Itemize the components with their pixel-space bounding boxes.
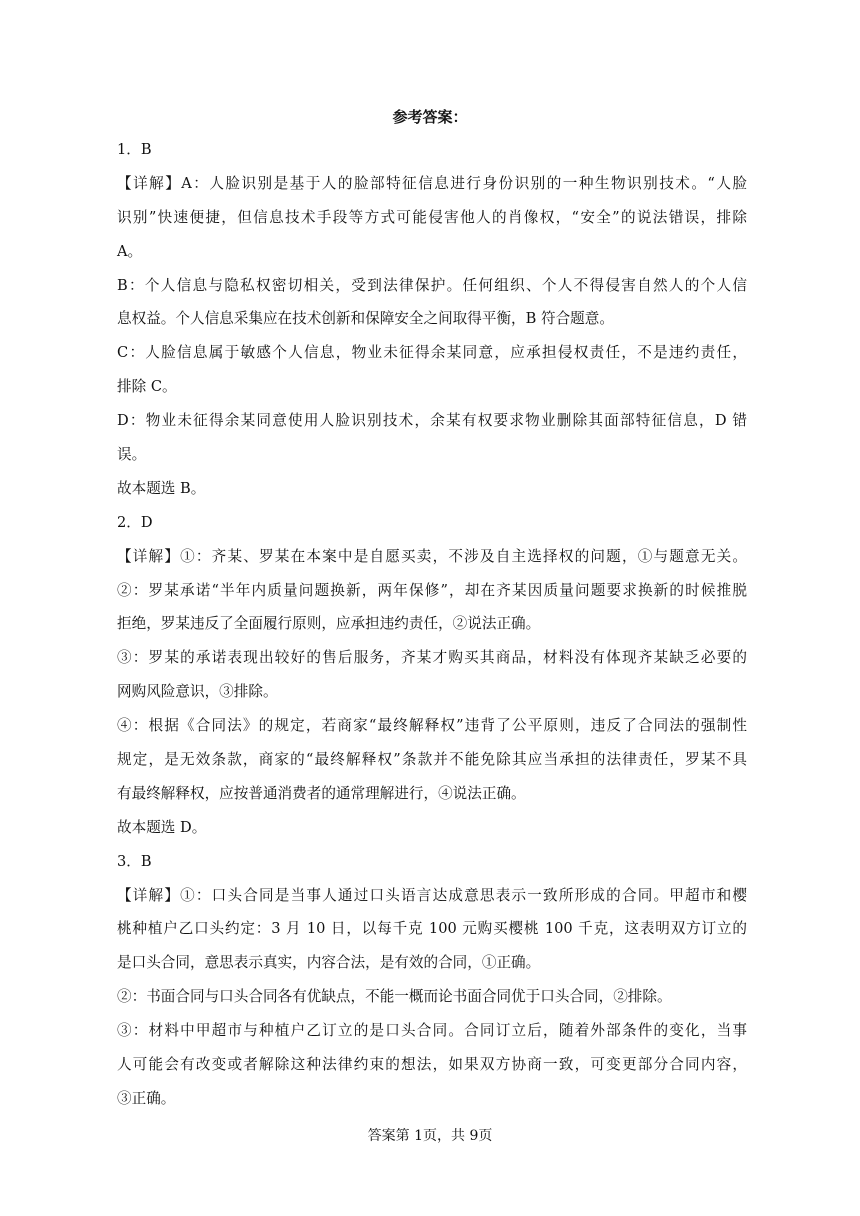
text-line: B：个人信息与隐私权密切相关，受到法律保护。任何组织、个人不得侵害自然人的个人信 (117, 276, 747, 294)
text-line: 1．B (117, 141, 152, 158)
text-line: 2．D (117, 513, 153, 531)
text-line: ③正确。 (117, 1089, 176, 1107)
text-line: 排除 C。 (117, 378, 177, 396)
text-line: 误。 (117, 446, 147, 464)
text-line: 3．B (117, 852, 152, 870)
page-title: 参考答案： (392, 108, 468, 126)
text-line: D：物业未征得余某同意使用人脸识别技术，余某有权要求物业删除其面部特征信息，D 错 (117, 412, 747, 430)
answer-content (117, 133, 747, 1116)
text-line: 人可能会有改变或者解除这种法律约束的想法，如果双方协商一致，可变更部分合同内容， (117, 1056, 747, 1074)
text-line: 故本题选 D。 (117, 818, 207, 836)
text-line: ③：材料中甲超市与种植户乙订立的是口头合同。合同订立后，随着外部条件的变化，当事 (117, 1022, 747, 1040)
text-line: 桃种植户乙口头约定：3 月 10 日，以每千克 100 元购买樱桃 100 千克，这表明双方订立的 (117, 920, 747, 938)
text-line: 是口头合同，意思表示真实，内容合法，是有效的合同，①正确。 (117, 954, 541, 972)
text-line: 故本题选 B。 (117, 479, 206, 497)
text-line: 有最终解释权，应按普通消费者的通常理解进行，④说法正确。 (117, 784, 526, 802)
page-footer: 答案第 1页，共 9页 (367, 1128, 493, 1144)
text-line: ③：罗某的承诺表现出较好的售后服务，齐某才购买其商品，材料没有体现齐某缺乏必要的 (117, 649, 747, 667)
text-line: 息权益。个人信息采集应在技术创新和保障安全之间取得平衡，B 符合题意。 (117, 310, 614, 328)
text-line: A。 (117, 242, 143, 260)
text-line: 【详解】①：齐某、罗某在本案中是自愿买卖，不涉及自主选择权的问题，①与题意无关。 (117, 547, 747, 565)
text-line: ②：罗某承诺“半年内质量问题换新，两年保修”，却在齐某因质量问题要求换新的时候推脱 (117, 581, 747, 599)
text-line: C：人脸信息属于敏感个人信息，物业未征得余某同意，应承担侵权责任，不是违约责任， (117, 344, 747, 362)
text-line: 网购风险意识，③排除。 (117, 683, 278, 701)
text-line: ④：根据《合同法》的规定，若商家“最终解释权”违背了公平原则，违反了合同法的强制性 (117, 717, 747, 735)
text-line: ②：书面合同与口头合同各有优缺点，不能一概而论书面合同优于口头合同，②排除。 (117, 988, 672, 1006)
text-line: 【详解】A：人脸识别是基于人的脸部特征信息进行身份识别的一种生物识别技术。“人脸 (117, 174, 747, 192)
text-line: 识别”快速便捷，但信息技术手段等方式可能侵害他人的肖像权，“安全”的说法错误，排除 (117, 208, 747, 226)
text-line: 拒绝，罗某违反了全面履行原则，应承担违约责任，②说法正确。 (117, 615, 541, 633)
text-line: 【详解】①：口头合同是当事人通过口头语言达成意思表示一致所形成的合同。甲超市和樱 (117, 886, 747, 904)
text-line: 规定，是无效条款，商家的“最终解释权”条款并不能免除其应当承担的法律责任，罗某不具 (117, 751, 747, 769)
